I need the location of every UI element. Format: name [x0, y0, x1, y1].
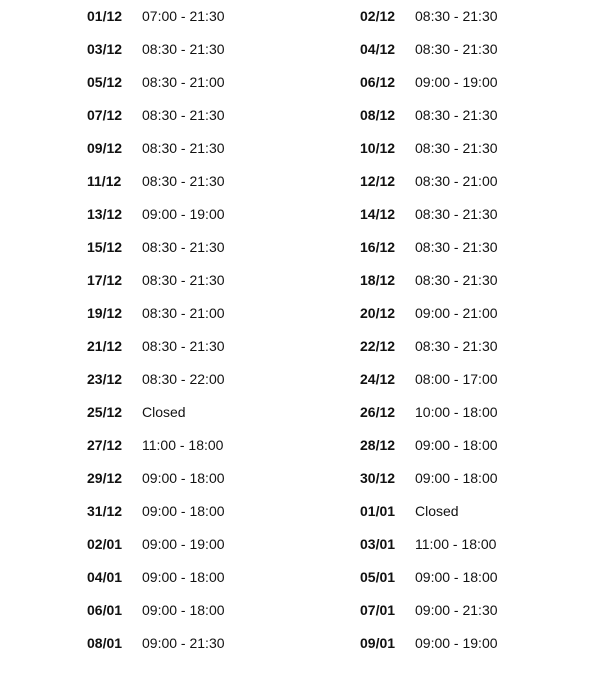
- right-hours: 09:00 - 19:00: [415, 74, 498, 90]
- right-date: 18/12: [360, 272, 396, 288]
- right-date: 05/01: [360, 569, 396, 585]
- schedule-row: [0, 297, 602, 330]
- right-hours: 08:30 - 21:30: [415, 41, 498, 57]
- right-hours: 11:00 - 18:00: [415, 536, 497, 552]
- left-hours: 08:30 - 21:30: [142, 107, 225, 123]
- schedule-row: [0, 429, 602, 462]
- right-hours: 09:00 - 18:00: [415, 569, 498, 585]
- right-date: 12/12: [360, 173, 396, 189]
- schedule-row: [0, 231, 602, 264]
- right-date: 22/12: [360, 338, 396, 354]
- right-hours: 10:00 - 18:00: [415, 404, 498, 420]
- left-date: 19/12: [87, 305, 123, 321]
- left-date: 02/01: [87, 536, 123, 552]
- right-hours: 09:00 - 18:00: [415, 437, 498, 453]
- right-date: 28/12: [360, 437, 396, 453]
- left-date: 21/12: [87, 338, 123, 354]
- right-date: 09/01: [360, 635, 396, 651]
- schedule-row: [0, 165, 602, 198]
- left-date: 04/01: [87, 569, 123, 585]
- schedule-row: [0, 99, 602, 132]
- left-date: 17/12: [87, 272, 123, 288]
- left-hours: 08:30 - 21:30: [142, 140, 225, 156]
- left-date: 29/12: [87, 470, 123, 486]
- right-hours: 08:30 - 21:30: [415, 8, 498, 24]
- schedule-row: [0, 495, 602, 528]
- left-date: 25/12: [87, 404, 123, 420]
- left-date: 27/12: [87, 437, 123, 453]
- left-date: 01/12: [87, 8, 123, 24]
- left-date: 03/12: [87, 41, 123, 57]
- left-hours: 08:30 - 21:00: [142, 305, 225, 321]
- right-hours: 09:00 - 21:00: [415, 305, 498, 321]
- right-hours: 08:30 - 21:30: [415, 272, 498, 288]
- left-hours: 09:00 - 18:00: [142, 503, 225, 519]
- schedule-row: [0, 561, 602, 594]
- right-hours: 08:30 - 21:30: [415, 107, 498, 123]
- schedule-row: [0, 264, 602, 297]
- right-hours: 08:30 - 21:30: [415, 338, 498, 354]
- left-hours: 08:30 - 21:30: [142, 338, 225, 354]
- right-hours: 09:00 - 19:00: [415, 635, 498, 651]
- right-date: 03/01: [360, 536, 396, 552]
- left-hours: Closed: [142, 404, 186, 420]
- right-hours: 08:30 - 21:30: [415, 239, 498, 255]
- schedule-row: [0, 363, 602, 396]
- right-hours: 08:30 - 21:30: [415, 206, 498, 222]
- left-date: 11/12: [87, 173, 122, 189]
- left-hours: 09:00 - 18:00: [142, 470, 225, 486]
- left-hours: 09:00 - 19:00: [142, 206, 225, 222]
- right-hours: 09:00 - 21:30: [415, 602, 498, 618]
- schedule-row: [0, 330, 602, 363]
- schedule-row: [0, 594, 602, 627]
- right-date: 08/12: [360, 107, 396, 123]
- left-hours: 07:00 - 21:30: [142, 8, 225, 24]
- right-date: 06/12: [360, 74, 396, 90]
- right-date: 04/12: [360, 41, 396, 57]
- schedule-row: [0, 396, 602, 429]
- left-hours: 09:00 - 21:30: [142, 635, 225, 651]
- right-hours: 08:30 - 21:30: [415, 140, 498, 156]
- schedule-row: [0, 462, 602, 495]
- left-date: 13/12: [87, 206, 123, 222]
- left-hours: 09:00 - 18:00: [142, 569, 225, 585]
- schedule-row: [0, 132, 602, 165]
- left-hours: 08:30 - 21:30: [142, 41, 225, 57]
- left-date: 23/12: [87, 371, 123, 387]
- schedule-row: [0, 66, 602, 99]
- left-hours: 08:30 - 21:30: [142, 239, 225, 255]
- right-date: 20/12: [360, 305, 396, 321]
- right-date: 30/12: [360, 470, 396, 486]
- schedule-row: [0, 33, 602, 66]
- right-date: 01/01: [360, 503, 396, 519]
- left-hours: 09:00 - 19:00: [142, 536, 225, 552]
- left-hours: 08:30 - 21:30: [142, 173, 225, 189]
- left-date: 05/12: [87, 74, 123, 90]
- schedule-row: [0, 528, 602, 561]
- right-hours: Closed: [415, 503, 459, 519]
- left-date: 15/12: [87, 239, 123, 255]
- left-date: 09/12: [87, 140, 123, 156]
- schedule-row: [0, 627, 602, 660]
- left-date: 06/01: [87, 602, 123, 618]
- schedule-row: [0, 198, 602, 231]
- right-date: 24/12: [360, 371, 396, 387]
- left-date: 07/12: [87, 107, 123, 123]
- right-date: 07/01: [360, 602, 396, 618]
- left-hours: 08:30 - 21:00: [142, 74, 225, 90]
- right-hours: 08:30 - 21:00: [415, 173, 498, 189]
- left-date: 08/01: [87, 635, 123, 651]
- right-date: 14/12: [360, 206, 396, 222]
- left-hours: 11:00 - 18:00: [142, 437, 224, 453]
- right-date: 16/12: [360, 239, 396, 255]
- left-hours: 08:30 - 22:00: [142, 371, 225, 387]
- right-hours: 09:00 - 18:00: [415, 470, 498, 486]
- schedule-row: [0, 0, 602, 33]
- right-date: 02/12: [360, 8, 396, 24]
- left-date: 31/12: [87, 503, 123, 519]
- right-hours: 08:00 - 17:00: [415, 371, 498, 387]
- right-date: 10/12: [360, 140, 396, 156]
- left-hours: 08:30 - 21:30: [142, 272, 225, 288]
- right-date: 26/12: [360, 404, 396, 420]
- left-hours: 09:00 - 18:00: [142, 602, 225, 618]
